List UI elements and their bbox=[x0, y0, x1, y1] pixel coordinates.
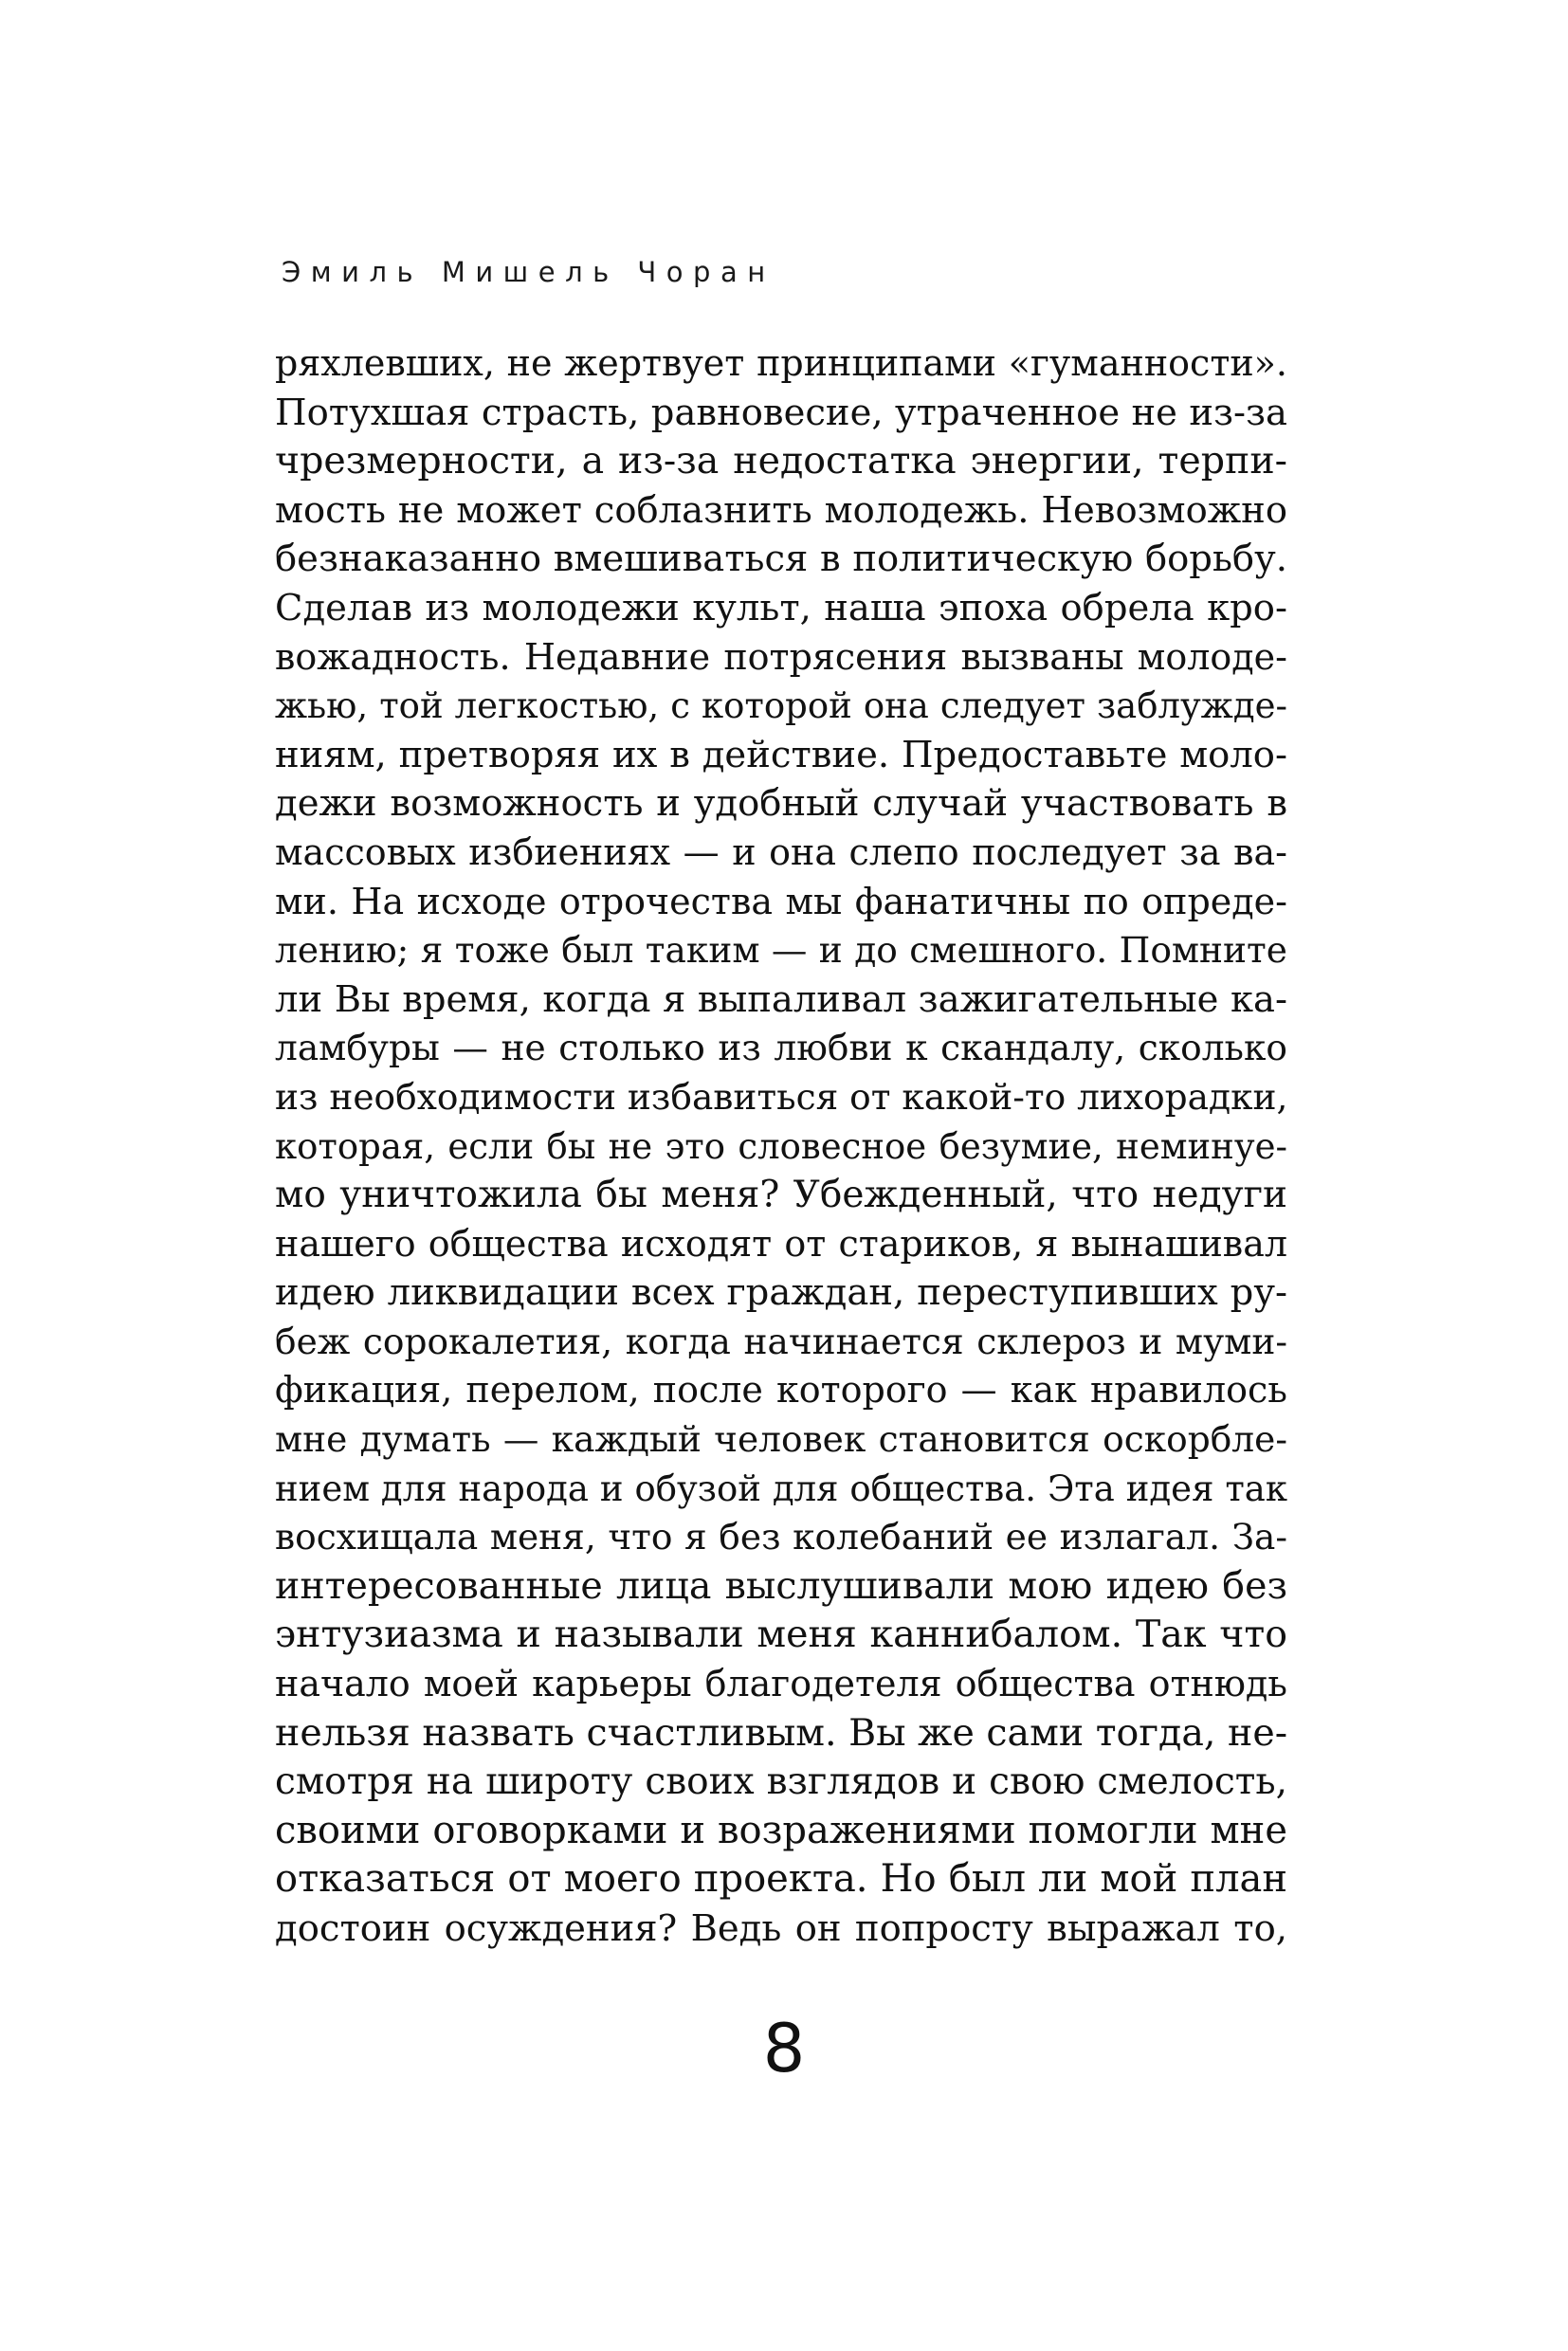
text-line: восхищала меня, что я без колебаний ее излагал. За- bbox=[275, 1516, 1287, 1558]
text-line: интересованные лица выслушивали мою идею без bbox=[275, 1563, 1287, 1608]
text-line: мо уничтожила бы меня? Убежденный, что недуги bbox=[275, 1174, 1287, 1217]
text-line: мне думать — каждый человек становится оскорбле- bbox=[275, 1418, 1287, 1461]
page-number: 8 bbox=[762, 2010, 806, 2087]
text-line: нашего общества исходят от стариков, я вынашивал bbox=[275, 1222, 1287, 1265]
text-line: Потухшая страсть, равновесие, утраченное не из-за bbox=[275, 391, 1287, 434]
text-line: мость не может соблазнить молодежь. Невозможно bbox=[275, 488, 1287, 532]
text-line: Сделав из молодежи культ, наша эпоха обрела кро- bbox=[275, 586, 1287, 629]
text-line: из необходимости избавиться от какой-то лихорадки, bbox=[275, 1075, 1287, 1118]
text-line: отказаться от моего проекта. Но был ли мой план bbox=[275, 1857, 1287, 1902]
text-line: чрезмерности, а из-за недостатка энергии, терпи- bbox=[275, 439, 1287, 483]
running-header-author: Эмиль Мишель Чоран bbox=[282, 256, 775, 288]
text-line: жью, той легкостью, с которой она следует заблужде- bbox=[275, 685, 1287, 727]
text-line: массовых избиениях — и она слепо последует за ва- bbox=[275, 830, 1287, 873]
text-line: ряхлевших, не жертвует принципами «гуманности». bbox=[275, 342, 1287, 384]
text-line: дежи возможность и удобный случай участвовать в bbox=[275, 782, 1287, 826]
text-line: ми. На исходе отрочества мы фанатичны по опреде- bbox=[275, 880, 1287, 922]
body-text bbox=[275, 339, 1287, 1954]
text-line: нием для народа и обузой для общества. Эта идея так bbox=[275, 1467, 1287, 1509]
text-line: ли Вы время, когда я выпаливал зажигательные ка- bbox=[275, 977, 1287, 1021]
text-line: вожадность. Недавние потрясения вызваны молоде- bbox=[275, 635, 1287, 678]
text-line: лению; я тоже был таким — и до смешного. Помните bbox=[275, 929, 1287, 972]
text-line: смотря на широту своих взглядов и свою смелость, bbox=[275, 1760, 1287, 1804]
text-line: нельзя назвать счастливым. Вы же сами тогда, не- bbox=[275, 1710, 1287, 1755]
text-line: энтузиазма и называли меня каннибалом. Так что bbox=[275, 1613, 1287, 1657]
text-line: достоин осуждения? Ведь он попросту выражал то, bbox=[275, 1907, 1287, 1950]
text-line: своими оговорками и возражениями помогли мне bbox=[275, 1808, 1287, 1852]
text-line: фикация, перелом, после которого — как нравилось bbox=[275, 1369, 1287, 1412]
text-line: ламбуры — не столько из любви к скандалу, сколько bbox=[275, 1027, 1287, 1069]
text-line: идею ликвидации всех граждан, переступивших ру- bbox=[275, 1271, 1287, 1315]
text-line: безнаказанно вмешиваться в политическую борьбу. bbox=[275, 538, 1287, 581]
text-line: начало моей карьеры благодетеля общества отнюдь bbox=[275, 1663, 1287, 1705]
text-line: беж сорокалетия, когда начинается склероз и муми- bbox=[275, 1320, 1287, 1362]
text-line: ниям, претворяя их в действие. Предоставьте моло- bbox=[275, 733, 1287, 776]
text-line: которая, если бы не это словесное безумие, неминуе- bbox=[275, 1125, 1287, 1167]
